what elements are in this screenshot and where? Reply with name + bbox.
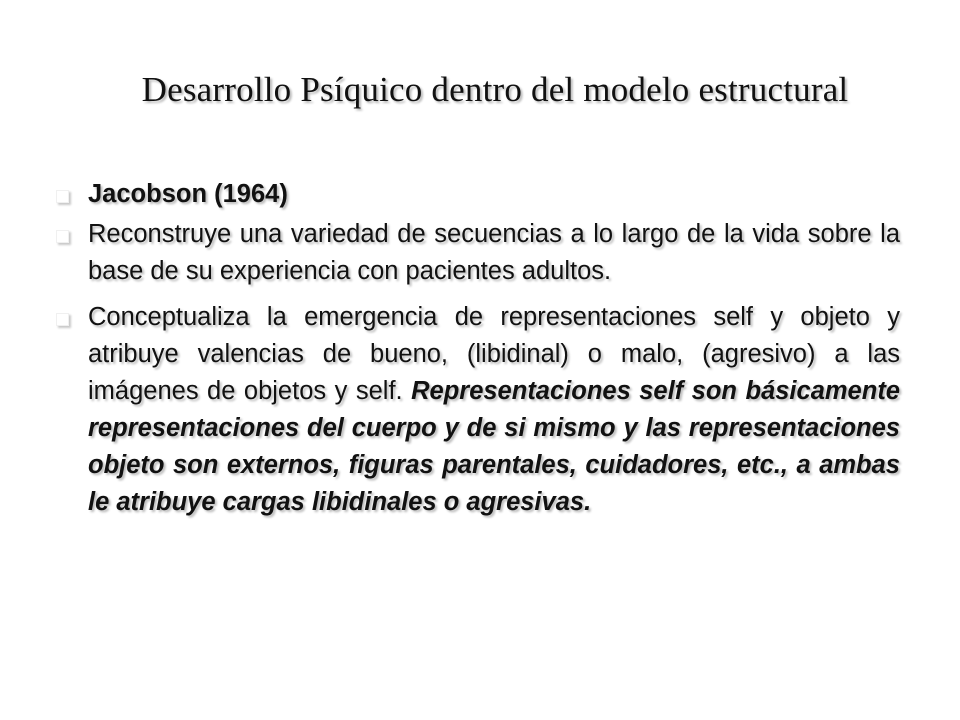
bullet-text: Conceptualiza la emergencia de representaciones self y objeto y atribuye valencias de bueno, (libidinal) o malo, (agresivo) a las imágenes de objetos y self. — [88, 303, 900, 405]
bullet-item-conceptualiza — [54, 299, 900, 521]
bullet-text: Reconstruye una variedad de secuencias a lo largo de la vida sobre la base de su experiencia con pacientes adultos. — [88, 220, 900, 285]
slide-title: Desarrollo Psíquico dentro del modelo estructural — [141, 70, 849, 109]
bullet-item-author — [54, 176, 900, 213]
square-bullet-icon — [56, 190, 69, 203]
bullet-emphasis-text: Representaciones self son básicamente representaciones del cuerpo y de si mismo y las representaciones objeto son externos, figuras parentales, cuidadores, etc., a ambas le atribuye cargas libidinales o agresivas. — [88, 377, 900, 516]
bullet-text: Jacobson (1964) — [88, 180, 288, 208]
square-bullet-icon — [56, 313, 69, 326]
square-bullet-icon — [56, 230, 69, 243]
bullet-list — [54, 176, 900, 530]
bullet-item-reconstruye — [54, 216, 900, 290]
